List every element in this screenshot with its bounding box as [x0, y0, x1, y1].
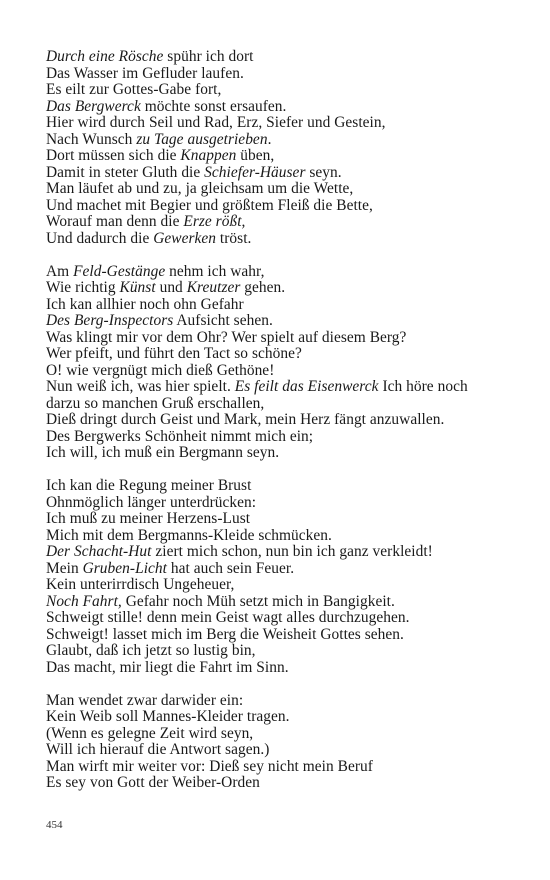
italic-text: Knappen — [180, 147, 237, 164]
poem-line — [46, 280, 536, 297]
text-segment: Hier wird durch Seil und Rad, Erz, Siefer und Gestein, — [46, 114, 386, 131]
text-segment: üben, — [236, 147, 275, 164]
italic-text: Künst — [119, 279, 156, 296]
poem-line — [46, 66, 536, 83]
poem-line — [46, 231, 536, 248]
text-segment: möchte sonst ersaufen. — [140, 97, 287, 115]
text-segment: Gefahr noch Müh setzt mich in Bangigkeit. — [121, 592, 395, 610]
text-segment: . — [267, 130, 272, 148]
text-segment: Mich mit dem Bergmanns-Kleide schmücken. — [46, 526, 332, 544]
text-segment: nehm ich wahr, — [165, 262, 265, 280]
text-segment: tröst. — [216, 229, 252, 247]
text-segment: seyn. — [305, 163, 342, 181]
italic-text: Der Schacht-Hut — [46, 543, 152, 560]
text-segment: Mein — [46, 559, 83, 577]
poem-line — [46, 115, 536, 132]
text-segment: (Wenn es gelegne Zeit wird seyn, — [46, 724, 254, 742]
poem-line — [46, 726, 536, 743]
poem-line — [46, 561, 536, 578]
stanza — [46, 264, 536, 462]
text-segment: Aufsicht sehen. — [173, 312, 273, 329]
poem-line — [46, 313, 536, 330]
poem-line — [46, 429, 536, 446]
poem-line — [46, 49, 536, 66]
poem-line — [46, 297, 536, 314]
text-segment: Man wirft mir weiter vor: Dieß sey nicht mein Beruf — [46, 757, 373, 775]
text-segment: Man wendet zwar darwider ein: — [46, 691, 244, 709]
text-segment: ziert mich schon, nun bin ich ganz verkleidt! — [151, 543, 433, 560]
poem-line — [46, 346, 536, 363]
italic-text: Das Bergwerck — [46, 97, 141, 115]
text-segment: Worauf man denn die — [46, 213, 184, 230]
poem-line — [46, 478, 536, 495]
italic-text: zu Tage ausgetrieben — [136, 130, 268, 148]
text-segment: Will ich hierauf die Antwort sagen.) — [46, 741, 270, 758]
text-segment: Man läufet ab und zu, ja gleichsam um die Wette, — [46, 180, 354, 197]
poem-line — [46, 396, 536, 413]
text-segment: Damit in steter Gluth die — [46, 163, 205, 181]
text-segment: und — [155, 279, 187, 296]
poem-line — [46, 412, 536, 429]
stanza — [46, 478, 536, 676]
text-segment: Nun weiß ich, was hier spielt. — [46, 378, 235, 395]
text-segment: Kein Weib soll Mannes-Kleider tragen. — [46, 708, 290, 725]
italic-text: Feld-Gestänge — [73, 262, 166, 280]
poem-line — [46, 148, 536, 165]
poem-line — [46, 379, 536, 396]
text-segment: Dort müssen sich die — [46, 147, 181, 164]
poem-line — [46, 759, 536, 776]
italic-text: Des Berg-Inspectors — [46, 312, 174, 329]
poem-line — [46, 544, 536, 561]
poem-line — [46, 99, 536, 116]
poem-line — [46, 363, 536, 380]
poem-line — [46, 198, 536, 215]
text-segment: Dieß dringt durch Geist und Mark, mein Herz fängt anzuwallen. — [46, 411, 445, 428]
stanza — [46, 49, 536, 247]
text-segment: gehen. — [240, 279, 286, 296]
text-segment: Ich will, ich muß ein Bergmann seyn. — [46, 444, 280, 461]
text-segment: Ohnmöglich länger unterdrücken: — [46, 493, 257, 511]
poem-line — [46, 181, 536, 198]
italic-text: Es feilt das Eisenwerck — [234, 378, 379, 395]
poem-line — [46, 214, 536, 231]
text-segment: Wer pfeift, und führt den Tact so schöne? — [46, 345, 302, 362]
poem-line — [46, 445, 536, 462]
text-segment: Es eilt zur Gottes-Gabe fort, — [46, 81, 222, 98]
poem-line — [46, 775, 536, 792]
poem-line — [46, 528, 536, 545]
text-segment: Des Bergwerks Schönheit nimmt mich ein; — [46, 427, 314, 445]
text-segment: Das Wasser im Gefluder laufen. — [46, 64, 244, 82]
poem-line — [46, 627, 536, 644]
poem-line — [46, 709, 536, 726]
text-segment: Ich kan die Regung meiner Brust — [46, 477, 252, 494]
text-segment: Kein unterirrdisch Ungeheuer, — [46, 576, 235, 593]
text-segment: Am — [46, 262, 74, 280]
text-segment: darzu so manchen Gruß erschallen, — [46, 394, 265, 412]
page-number: 454 — [46, 819, 63, 831]
text-segment: spühr ich dort — [163, 48, 254, 65]
text-segment: Ich kan allhier noch ohn Gefahr — [46, 295, 244, 313]
italic-text: Gruben-Licht — [82, 559, 167, 577]
poem-line — [46, 594, 536, 611]
text-segment: hat auch sein Feuer. — [166, 559, 295, 577]
text-segment: Schweigt stille! denn mein Geist wagt alles durchzugehen. — [46, 609, 410, 626]
stanza — [46, 693, 536, 792]
text-segment: Ich muß zu meiner Herzens-Lust — [46, 510, 251, 527]
italic-text: Durch eine Rösche — [46, 48, 164, 65]
text-segment: Und dadurch die — [46, 229, 154, 247]
poem-line — [46, 577, 536, 594]
poem-body — [46, 49, 536, 808]
poem-line — [46, 742, 536, 759]
italic-text: Schiefer-Häuser — [204, 163, 306, 181]
poem-line — [46, 511, 536, 528]
poem-line — [46, 643, 536, 660]
poem-line — [46, 82, 536, 99]
poem-line — [46, 264, 536, 281]
text-segment: Nach Wunsch — [46, 130, 137, 148]
text-segment: Schweigt! lasset mich im Berg die Weisheit Gottes sehen. — [46, 625, 404, 643]
italic-text: Gewerken — [153, 229, 217, 247]
text-segment: Was klingt mir vor dem Ohr? Wer spielt auf diesem Berg? — [46, 328, 407, 346]
poem-line — [46, 330, 536, 347]
text-segment: Glaubt, daß ich jetzt so lustig bin, — [46, 642, 256, 659]
italic-text: Noch Fahrt, — [46, 592, 122, 610]
text-segment: Das macht, mir liegt die Fahrt im Sinn. — [46, 658, 289, 676]
text-segment: Es sey von Gott der Weiber-Orden — [46, 774, 260, 791]
poem-line — [46, 610, 536, 627]
poem-line — [46, 693, 536, 710]
text-segment: Ich höre noch — [378, 378, 468, 395]
poem-line — [46, 495, 536, 512]
text-segment: Wie richtig — [46, 279, 120, 296]
poem-line — [46, 132, 536, 149]
text-segment: O! wie vergnügt mich dieß Gethöne! — [46, 361, 275, 379]
text-segment: Und machet mit Begier und größtem Fleiß die Bette, — [46, 196, 373, 214]
italic-text: Erze rößt, — [183, 213, 246, 230]
italic-text: Kreutzer — [186, 279, 241, 296]
poem-line — [46, 165, 536, 182]
poem-line — [46, 660, 536, 677]
